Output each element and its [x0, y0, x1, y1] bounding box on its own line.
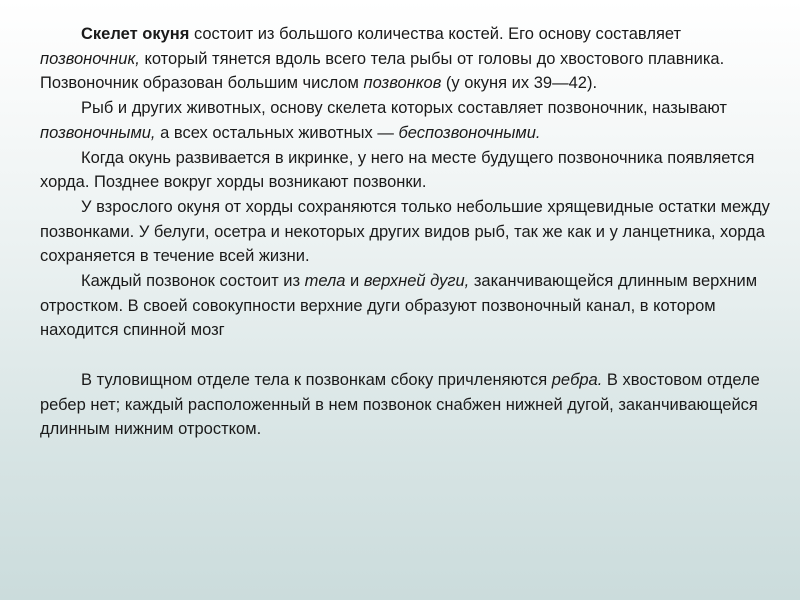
- text-span: (у окуня их 39—42).: [441, 74, 598, 93]
- text-span: состоит из большого количества костей. Его основу составляет: [189, 25, 682, 43]
- text-span: В хвостовом отделе ребер нет; каждый расположенный в нем позвонок снабжен нижней дугой, заканчивающейся длинным нижним отростком.: [40, 370, 760, 439]
- text-span: У взрослого окуня от хорды сохраняются только небольшие хрящевидные остатки между позвонками. У белуги, осетра и некоторых других видов рыб, так же как и у ланцетника, хорда сохраняется в течение всей жизни.: [40, 197, 770, 266]
- term-perch-skeleton: Скелет окуня: [81, 25, 190, 43]
- paragraph-vertebrates: [40, 96, 775, 145]
- text-span: Когда окунь развивается в икринке, у него на месте будущего позвоночника появляется хорда. Позднее вокруг хорды возникают позвонки.: [40, 148, 755, 192]
- term-upper-arch: верхней дуги,: [363, 272, 470, 291]
- paragraph-notochord-development: [40, 146, 775, 195]
- paragraph-perch-skeleton: [40, 22, 775, 96]
- term-vertebrae: позвонков: [363, 74, 442, 93]
- paragraph-notochord-remnants: [40, 195, 775, 269]
- paragraph-ribs: [40, 368, 775, 442]
- text-span: который тянется вдоль всего тела рыбы от головы до хвостового плавника. Позвоночник образован большим числом: [40, 49, 725, 93]
- text-block: [40, 22, 775, 442]
- term-body: тела: [304, 272, 346, 291]
- text-span: заканчивающейся длинным верхним отростком. В своей совокупности верхние дуги образуют позвоночный канал, в котором находится спинной мозг: [40, 272, 758, 340]
- paragraph-vertebra-structure: [40, 269, 775, 343]
- text-span: Каждый позвонок состоит из: [81, 272, 305, 291]
- term-ribs: ребра.: [551, 370, 603, 389]
- term-vertebrates: позвоночными,: [40, 123, 156, 142]
- text-span: Рыб и других животных, основу скелета которых составляет позвоночник, называют: [81, 99, 727, 118]
- text-span: В туловищном отделе тела к позвонкам сбоку причленяются: [81, 370, 552, 389]
- term-invertebrates: беспозвоночными.: [398, 123, 541, 142]
- text-span: а всех остальных животных —: [155, 123, 399, 142]
- text-span: и: [345, 272, 364, 291]
- term-spine: позвоночник,: [40, 49, 140, 68]
